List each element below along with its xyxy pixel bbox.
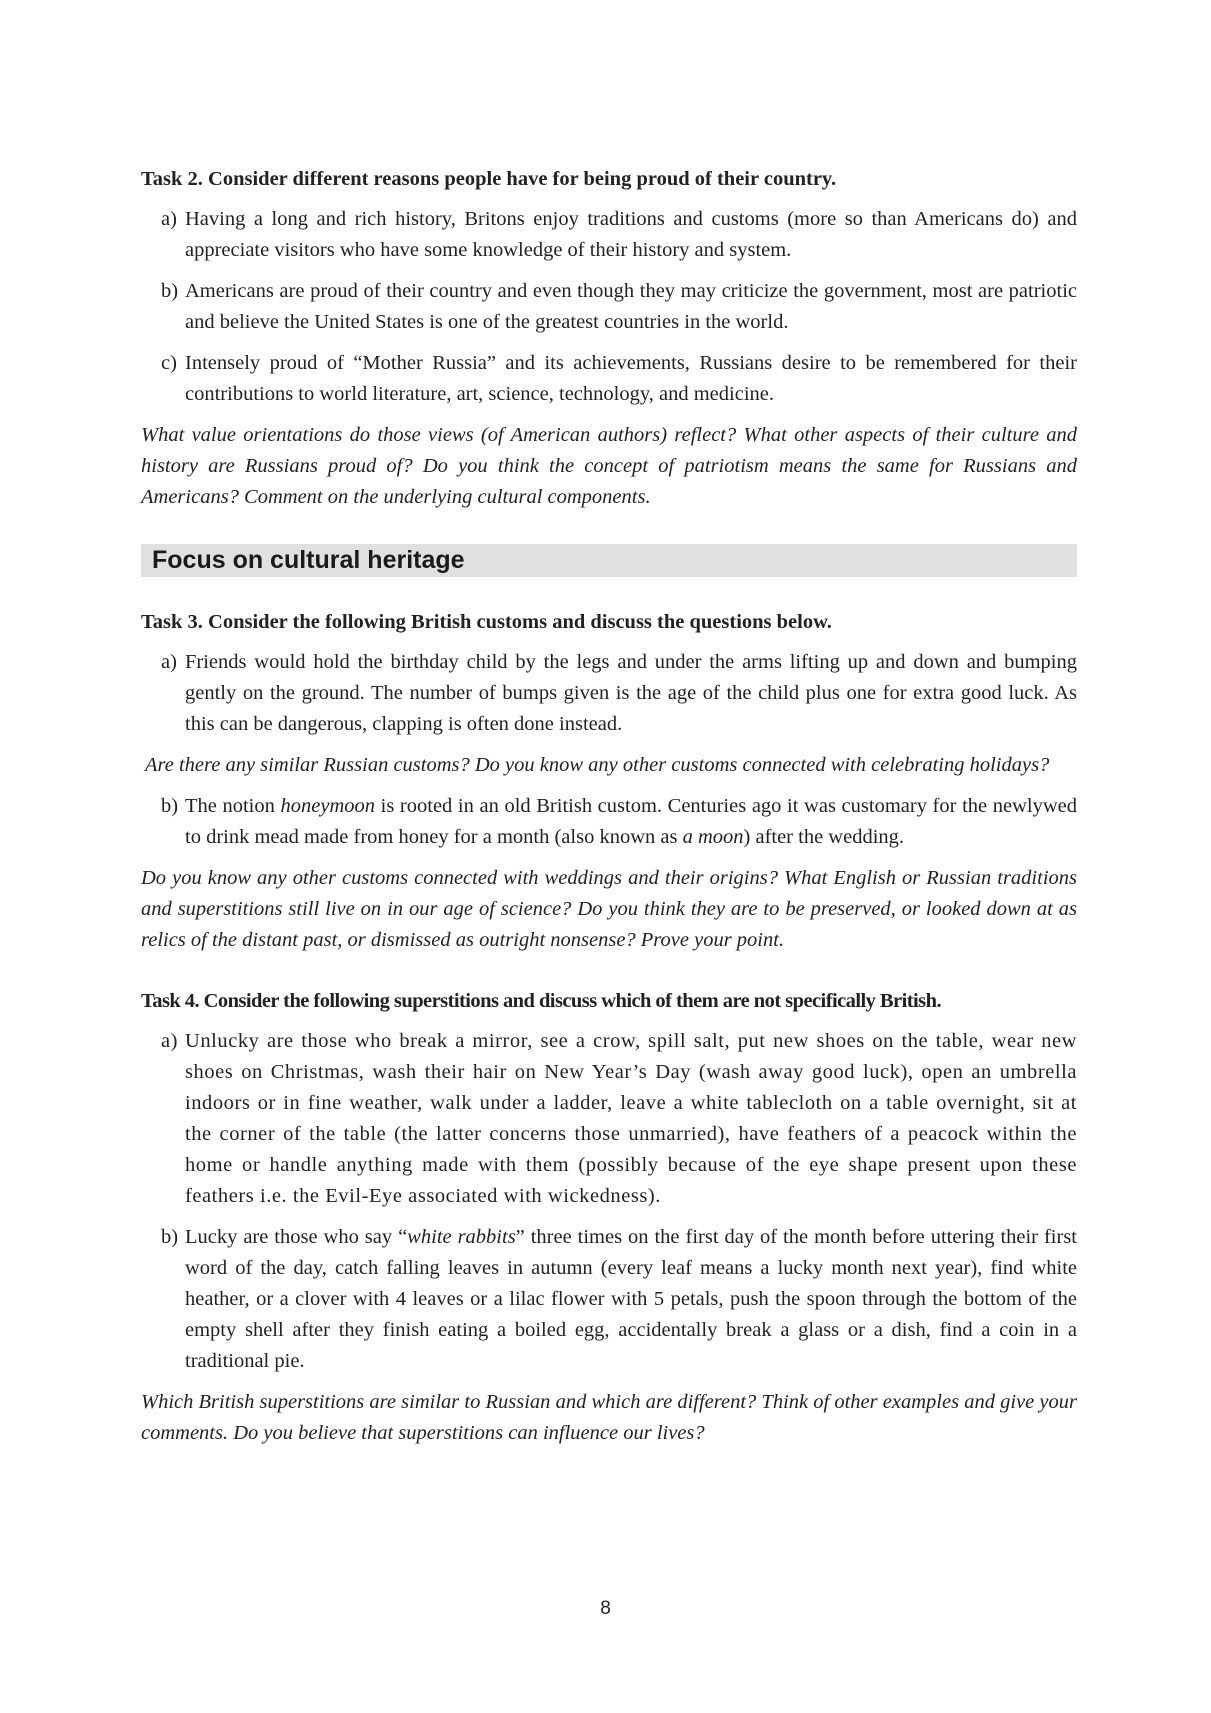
item-text: Friends would hold the birthday child by the legs and under the arms lifting up and down and bumping gently on the ground. The number of bumps given is the age of the child plus one for extra good luck. As this can be dangerous, clapping is often done instead. — [185, 651, 1077, 735]
task-2-heading: Task 2. Consider different reasons people have for being proud of their country. — [141, 168, 837, 190]
task-2-item-c — [141, 348, 1077, 410]
spacer — [141, 966, 1077, 986]
task-3-item-b — [141, 791, 1077, 853]
text-segment: is rooted in an old British custom. Centuries ago it was customary for the newlywed to drink mead made from honey for a month (also known as — [185, 795, 1077, 848]
task-3-item-a — [141, 647, 1077, 740]
task-4-question: Which British superstitions are similar to Russian and which are different? Think of other examples and give your comments. Do you believe that superstitions can influence our lives? — [141, 1391, 1077, 1444]
task-4-item-b — [141, 1222, 1077, 1377]
item-text: Americans are proud of their country and even though they may criticize the government, most are patriotic and believe the United States is one of the greatest countries in the world. — [185, 280, 1077, 333]
page-content — [141, 164, 1077, 1459]
item-marker: a) — [161, 651, 177, 673]
task-3-question-b: Do you know any other customs connected with weddings and their origins? What English or Russian traditions and superstitions still live on in our age of science? Do you think they are to be preserved, or looked down at as relics of the distant past, or dismissed as outright nonsense? Prove your point. — [141, 867, 1077, 951]
text-segment: ) after the wedding. — [743, 826, 905, 848]
text-segment: ” three times on the first day of the month before uttering their first word of the day, catch falling leaves in autumn (every leaf means a lucky month next year), find white heather, or a clover with 4 leaves or a lilac flower with 5 petals, push the spoon through the bottom of the empty shell after they finish eating a boiled egg, accidentally break a glass or a dish, find a coin in a traditional pie. — [185, 1226, 1077, 1372]
task-2-item-b — [141, 276, 1077, 338]
item-text: Having a long and rich history, Britons enjoy traditions and customs (more so than Americans do) and appreciate visitors who have some knowledge of their history and system. — [185, 208, 1077, 261]
item-text — [185, 1226, 1077, 1372]
task-2-question: What value orientations do those views (of American authors) reflect? What other aspects of their culture and history are Russians proud of? Do you think the concept of patriotism means the same for Russians and Americans? Comment on the underlying cultural components. — [141, 424, 1077, 508]
section-heading: Focus on cultural heritage — [141, 544, 1077, 577]
item-marker: b) — [161, 795, 179, 817]
item-marker: b) — [161, 1226, 179, 1248]
task-4-heading: Task 4. Consider the following superstitions and discuss which of them are not specifically British. — [141, 990, 942, 1012]
item-text: Intensely proud of “Mother Russia” and its achievements, Russians desire to be remembered for their contributions to world literature, art, science, technology, and medicine. — [185, 352, 1077, 405]
item-marker: b) — [161, 280, 179, 302]
page-number: 8 — [600, 1598, 611, 1619]
task-3-heading: Task 3. Consider the following British customs and discuss the questions below. — [141, 611, 832, 633]
item-marker: c) — [161, 352, 177, 374]
emphasis-term: honeymoon — [280, 795, 376, 817]
item-text: Unlucky are those who break a mirror, see a crow, spill salt, put new shoes on the table, wear new shoes on Christmas, wash their hair on New Year’s Day (wash away good luck), open an umbrella indoors or in fine weather, walk under a ladder, leave a white tablecloth on a table overnight, sit at the corner of the table (the latter concerns those unmarried), have feathers of a peacock within the home or handle anything made with them (possibly because of the eye shape present upon these feathers i.e. the Evil-Eye associated with wickedness). — [185, 1030, 1077, 1207]
item-marker: a) — [161, 208, 177, 230]
text-segment: Lucky are those who say “ — [185, 1226, 408, 1248]
emphasis-term: a moon — [682, 826, 744, 848]
task-2-item-a — [141, 204, 1077, 266]
item-text — [185, 795, 1077, 848]
emphasis-term: white rabbits — [407, 1226, 516, 1248]
item-marker: a) — [161, 1030, 179, 1052]
task-3-question-a: Are there any similar Russian customs? Do you know any other customs connected with celebrating holidays? — [145, 754, 1050, 776]
text-segment: The notion — [185, 795, 281, 817]
task-4-item-a — [141, 1026, 1077, 1212]
